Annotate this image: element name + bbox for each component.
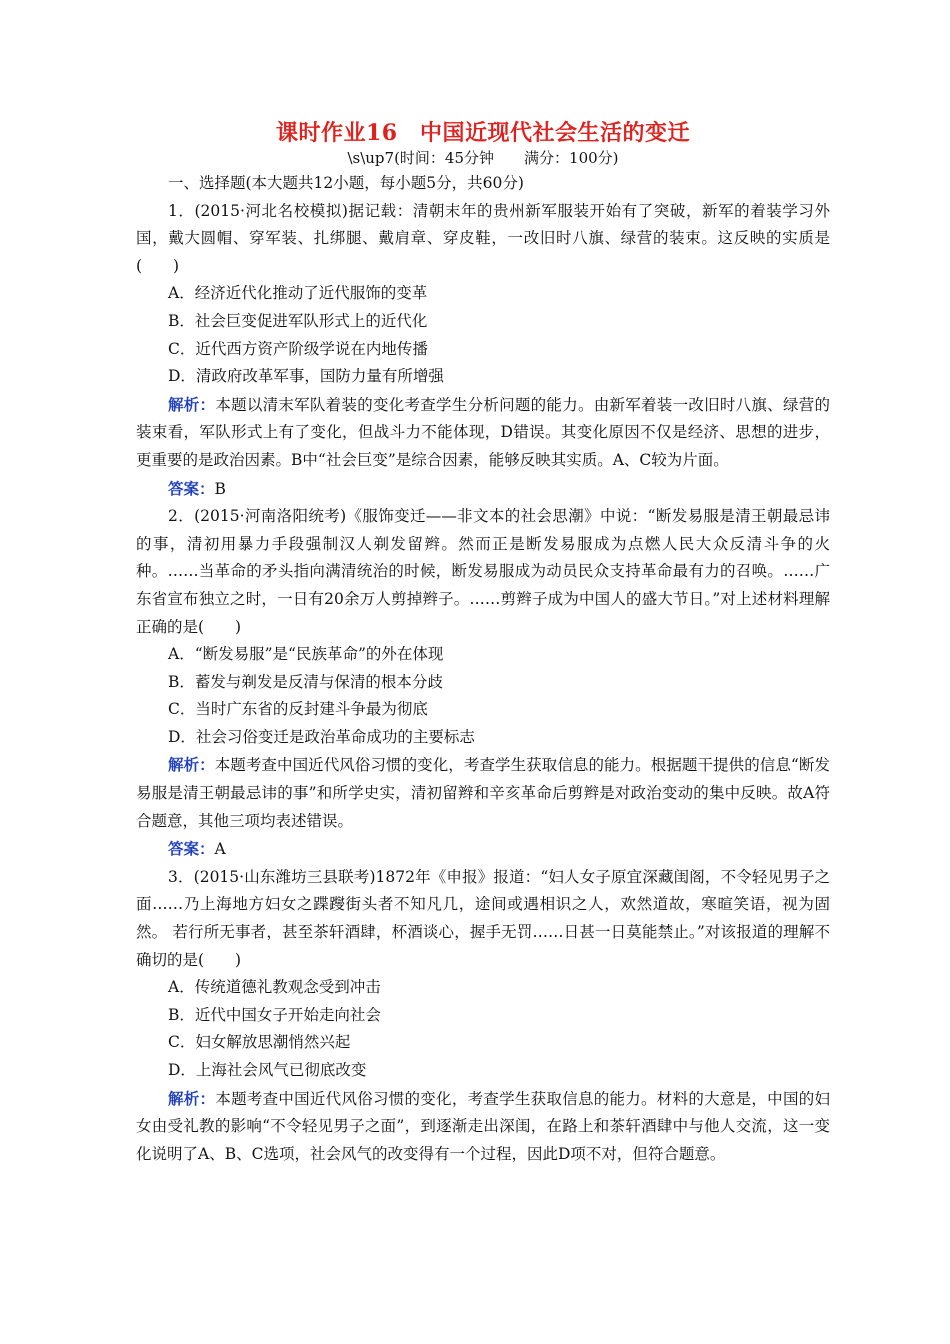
answer-label: 答案： bbox=[168, 478, 215, 498]
question-stem: 2．(2015·河南洛阳统考)《服饰变迁——非文本的社会思潮》中说：“断发易服是清王朝最忌讳的事，清初用暴力手段强制汉人剃发留辫。然而正是断发易服成为点燃人民大众反清斗争的火种。……当革命的矛头指向满清统治的时候，断发易服成为动员民众支持革命最有力的召唤。……广东省宣布独立之时，一日有20余万人剪掉辫子。……剪辫子成为中国人的盛大节日。”对上述材料理解正确的是( ) bbox=[136, 507, 830, 636]
page-title: 课时作业16 中国近现代社会生活的变迁 bbox=[275, 120, 691, 146]
answer-value: A bbox=[214, 840, 226, 859]
option-c: C．妇女解放思潮悄然兴起 bbox=[168, 1033, 351, 1052]
option-a: A．传统道德礼教观念受到冲击 bbox=[168, 978, 381, 997]
analysis-text: 本题考查中国近代风俗习惯的变化，考查学生获取信息的能力。根据题干提供的信息“断发易服是清王朝最忌讳的事”和所学史实，清初留辫和辛亥革命后剪辫是对政治变动的集中反映。故A符合题意，其他三项均表述错误。 bbox=[136, 756, 830, 830]
section-heading: 一、选择题(本大题共12小题，每小题5分，共60分) bbox=[168, 174, 524, 192]
option-b: B．蓄发与剃发是反清与保清的根本分歧 bbox=[168, 672, 443, 691]
question-3 bbox=[136, 864, 830, 1169]
option-d: D．上海社会风气已彻底改变 bbox=[168, 1061, 367, 1079]
analysis bbox=[136, 1085, 830, 1169]
option-c: C．近代西方资产阶级学说在内地传播 bbox=[168, 339, 428, 358]
analysis bbox=[136, 391, 830, 475]
answer bbox=[136, 475, 830, 504]
analysis-label: 解析： bbox=[168, 1088, 216, 1108]
option-b: B．近代中国女子开始走向社会 bbox=[168, 1005, 381, 1024]
question-1 bbox=[136, 198, 830, 504]
question-stem: 1．(2015·河北名校模拟)据记载：清朝末年的贵州新军服装开始有了突破，新军的着装学习外国，戴大圆帽、穿军装、扎绑腿、戴肩章、穿皮鞋，一改旧时八旗、绿营的装束。这反映的实质是( ) bbox=[136, 201, 830, 275]
option-d: D．清政府改革军事，国防力量有所增强 bbox=[168, 367, 444, 386]
analysis-label: 解析： bbox=[168, 755, 215, 775]
option-d: D．社会习俗变迁是政治革命成功的主要标志 bbox=[168, 727, 475, 746]
answer-label: 答案： bbox=[168, 839, 215, 859]
option-a: A．“断发易服”是“民族革命”的外在体现 bbox=[168, 645, 444, 664]
option-c: C．当时广东省的反封建斗争最为彻底 bbox=[168, 700, 428, 719]
answer bbox=[136, 835, 830, 864]
option-a: A．经济近代化推动了近代服饰的变革 bbox=[168, 284, 428, 303]
time-score-line: \s\up7(时间：45分钟 满分：100分) bbox=[347, 149, 619, 167]
analysis-text: 本题以清末军队着装的变化考查学生分析问题的能力。由新军着装一改旧时八旗、绿营的装束看，军队形式上有了变化，但战斗力不能体现，D错误。其变化原因不仅是经济、思想的进步，更重要的是政治因素。B中“社会巨变”是综合因素，能够反映其实质。A、C较为片面。 bbox=[136, 395, 830, 469]
question-stem: 3．(2015·山东潍坊三县联考)1872年《申报》报道：“妇人女子原宜深藏闺阁，不令轻见男子之面……乃上海地方妇女之蹀躞街头者不知凡几，途间或遇相识之人，欢然道故，寒暄笑语，视为固然。 若行所无事者，甚至茶轩酒肆，杯酒谈心，握手无罚……日甚一日莫能禁止。”对该报道的理解不确切的是( ) bbox=[136, 867, 830, 969]
question-2 bbox=[136, 503, 830, 864]
answer-value: B bbox=[214, 479, 226, 498]
analysis-label: 解析： bbox=[168, 394, 216, 414]
analysis bbox=[136, 751, 830, 835]
option-b: B．社会巨变促进军队形式上的近代化 bbox=[168, 311, 428, 330]
analysis-text: 本题考查中国近代风俗习惯的变化，考查学生获取信息的能力。材料的大意是，中国的妇女由受礼教的影响“不令轻见男子之面”，到逐渐走出深闺，在路上和茶轩酒肆中与他人交流，这一变化说明了A、B、C选项，社会风气的改变得有一个过程，因此D项不对，但符合题意。 bbox=[136, 1089, 830, 1163]
